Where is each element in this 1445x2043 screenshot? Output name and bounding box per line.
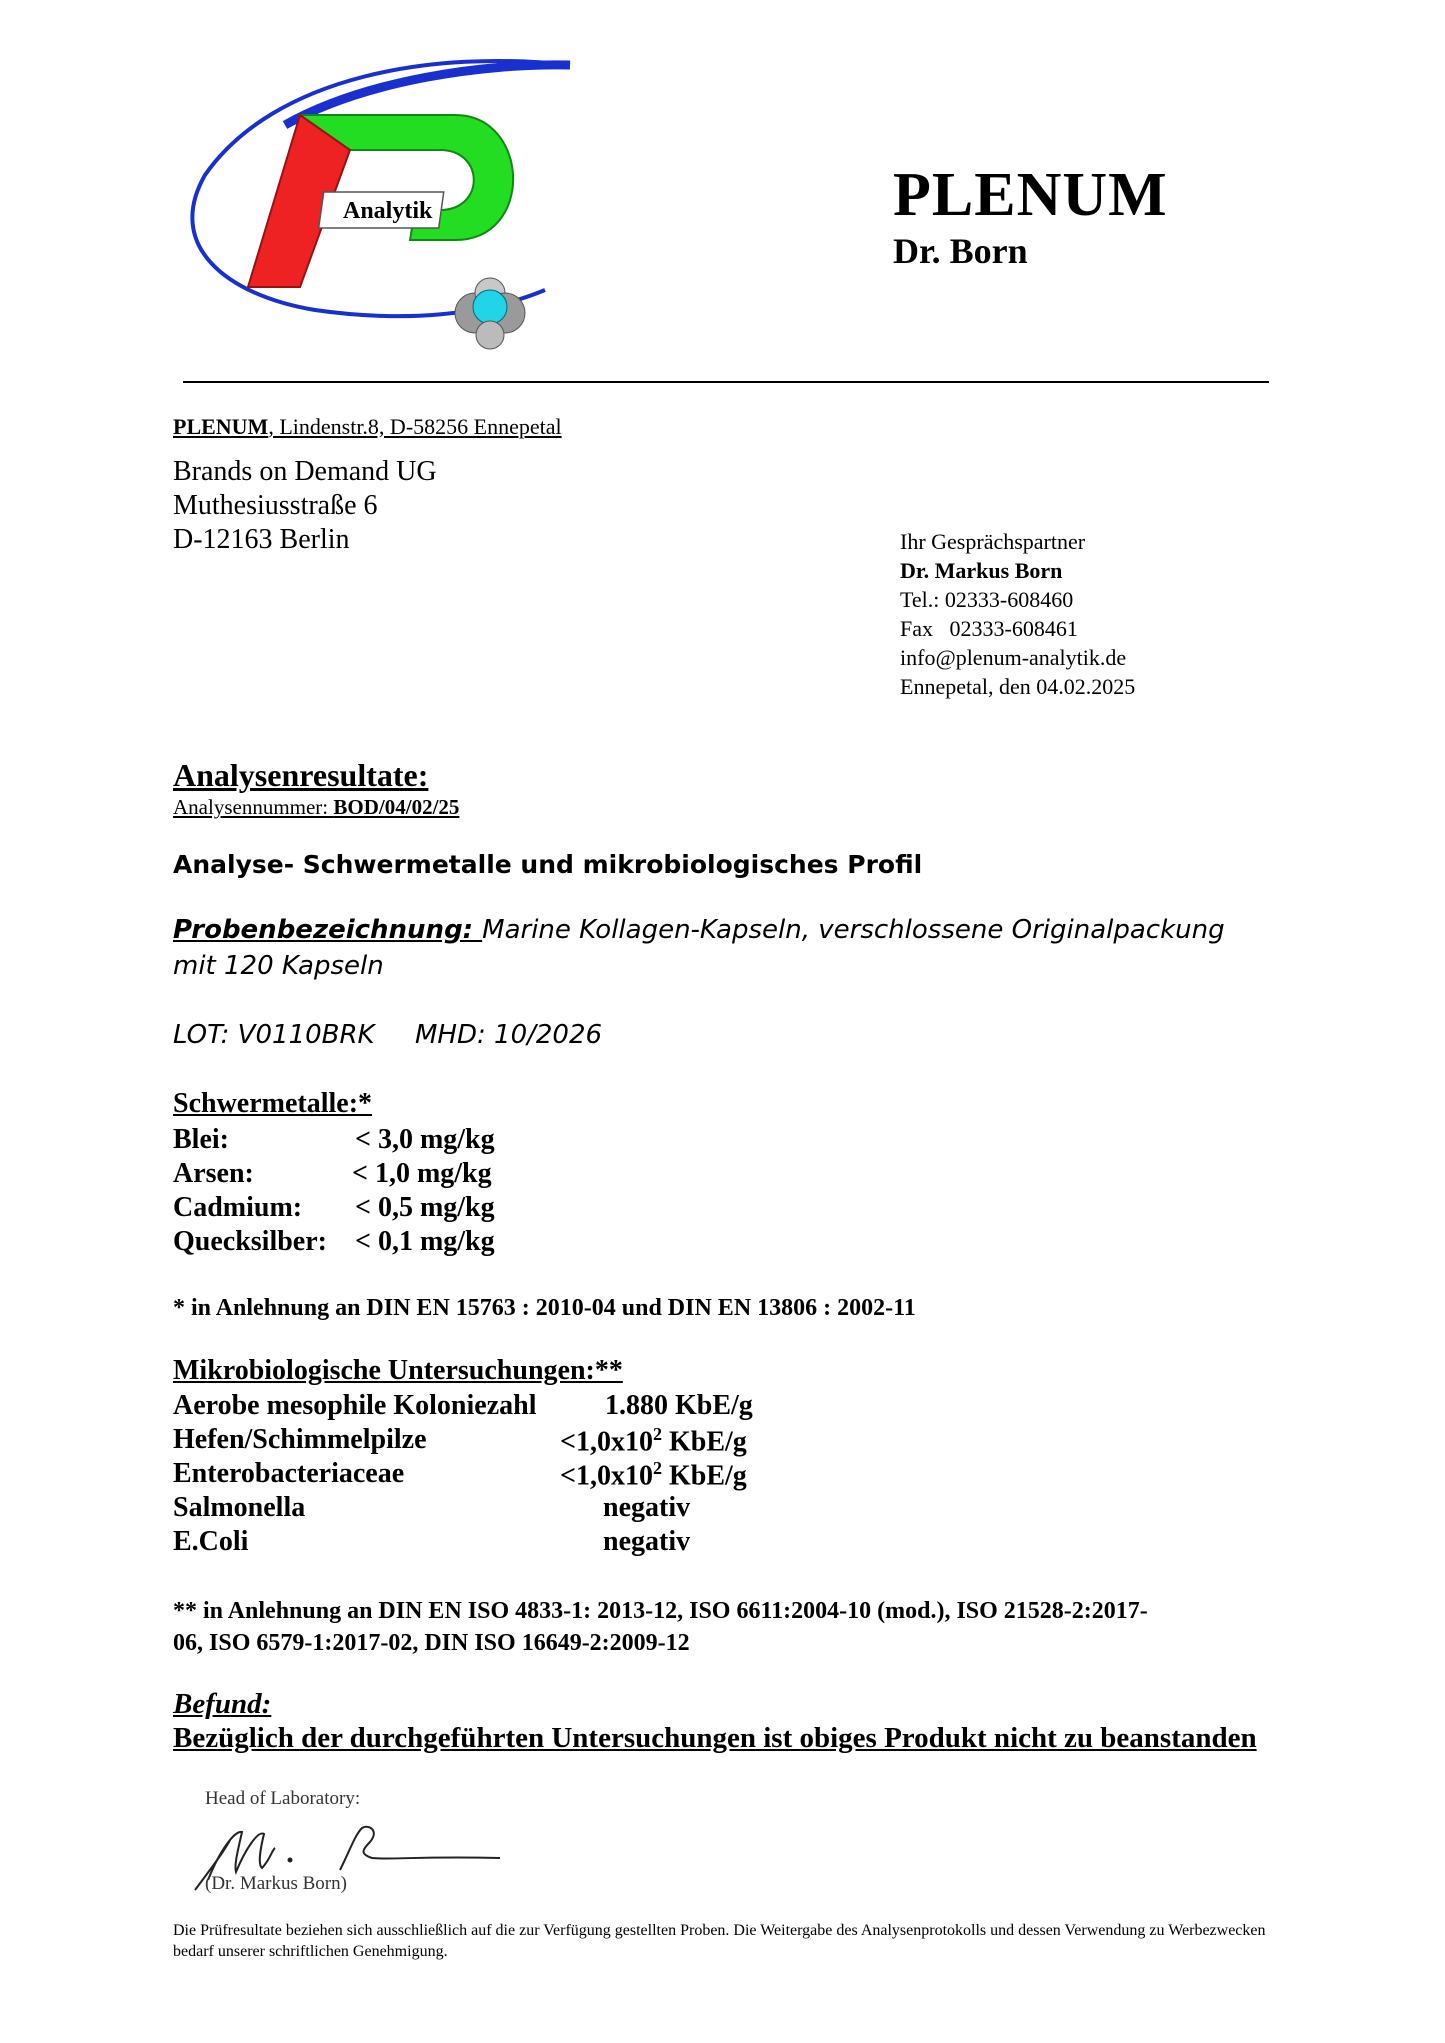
heavy-metals-note: * in Anlehnung an DIN EN 15763 : 2010-04 und DIN EN 13806 : 2002-11 bbox=[173, 1295, 916, 1321]
metal-name: Quecksilber: bbox=[173, 1226, 327, 1257]
micro-value-base: <1,0x10 bbox=[560, 1426, 653, 1458]
sender-name: PLENUM bbox=[173, 414, 269, 439]
micro-value-unit: KbE/g bbox=[661, 1460, 747, 1492]
micro-value-exponent: 2 bbox=[652, 1458, 662, 1478]
micro-value: 1.880 KbE/g bbox=[605, 1390, 753, 1421]
micro-name: Enterobacteriaceae bbox=[173, 1458, 405, 1489]
contact-tel: Tel.: 02333-608460 bbox=[900, 587, 1074, 612]
sample-text: Marine Kollagen-Kapseln, verschlossene Originalpackung mit 120 Kapseln bbox=[173, 915, 1225, 981]
metal-value: < 0,1 mg/kg bbox=[355, 1226, 495, 1257]
contact-fax: Fax 02333-608461 bbox=[900, 616, 1078, 641]
recipient-address bbox=[173, 455, 437, 557]
befund-text: Bezüglich der durchgeführten Untersuchungen ist obiges Produkt nicht zu beanstanden bbox=[173, 1722, 1257, 1754]
micro-value-base: <1,0x10 bbox=[560, 1460, 653, 1492]
letter-date: Ennepetal, den 04.02.2025 bbox=[900, 674, 1136, 699]
sender-address: , Lindenstr.8, D-58256 Ennepetal bbox=[268, 414, 562, 439]
micro-value-unit: KbE/g bbox=[661, 1426, 747, 1458]
micro-name: Hefen/Schimmelpilze bbox=[173, 1424, 427, 1455]
header-divider bbox=[183, 381, 1269, 383]
contact-name: Dr. Markus Born bbox=[900, 558, 1063, 583]
analysis-number-value: BOD/04/02/25 bbox=[333, 795, 460, 819]
micro-name: Aerobe mesophile Koloniezahl bbox=[173, 1390, 537, 1421]
footer-disclaimer: Die Prüfresultate beziehen sich ausschließlich auf die zur Verfügung gestellten Proben. Die Weitergabe des Analysenprotokolls und dessen Verwendung zu Werbezwecken bedarf unserer schriftlichen Genehmigung. bbox=[173, 1922, 1266, 1960]
recipient-line3: D-12163 Berlin bbox=[173, 524, 350, 555]
logo-text: Analytik bbox=[343, 198, 433, 224]
contact-email: info@plenum-analytik.de bbox=[900, 645, 1127, 670]
sample-description bbox=[173, 912, 1273, 984]
metal-name: Cadmium: bbox=[173, 1192, 303, 1223]
micro-name: Salmonella bbox=[173, 1492, 306, 1523]
micro-value-exponent: 2 bbox=[652, 1424, 662, 1444]
analysis-number bbox=[173, 795, 459, 820]
analysis-number-label: Analysennummer: bbox=[173, 795, 334, 819]
mhd-date: MHD: 10/2026 bbox=[415, 1020, 603, 1050]
metal-value: < 3,0 mg/kg bbox=[355, 1124, 495, 1155]
metal-value: < 0,5 mg/kg bbox=[355, 1192, 495, 1223]
sample-label: Probenbezeichnung: bbox=[173, 915, 483, 945]
metal-value: < 1,0 mg/kg bbox=[352, 1158, 492, 1189]
signature-name: (Dr. Markus Born) bbox=[205, 1873, 347, 1894]
plenum-analytik-logo bbox=[185, 55, 580, 360]
analysis-subject: Analyse- Schwermetalle und mikrobiologisches Profil bbox=[173, 850, 923, 879]
recipient-line2: Muthesiusstraße 6 bbox=[173, 490, 378, 521]
brand-name: PLENUM bbox=[893, 161, 1168, 229]
metal-name: Arsen: bbox=[173, 1158, 254, 1189]
contact-block bbox=[900, 527, 1135, 701]
lot-line bbox=[173, 1020, 602, 1050]
heavy-metals-title: Schwermetalle:* bbox=[173, 1088, 373, 1119]
metal-name: Blei: bbox=[173, 1124, 229, 1155]
brand-subtitle: Dr. Born bbox=[893, 231, 1028, 271]
micro-note-line2: 06, ISO 6579-1:2017-02, DIN ISO 16649-2:2009-12 bbox=[173, 1630, 690, 1656]
micro-value bbox=[560, 1458, 747, 1492]
contact-label: Ihr Gesprächspartner bbox=[900, 529, 1086, 554]
signature-heading: Head of Laboratory: bbox=[205, 1788, 361, 1809]
lot-number: LOT: V0110BRK bbox=[173, 1020, 375, 1050]
micro-value bbox=[560, 1424, 747, 1458]
micro-value: negativ bbox=[603, 1492, 691, 1523]
recipient-line1: Brands on Demand UG bbox=[173, 456, 437, 487]
sender-line bbox=[173, 414, 562, 440]
page-title: Analysenresultate: bbox=[173, 757, 429, 793]
micro-value: negativ bbox=[603, 1526, 691, 1557]
micro-title: Mikrobiologische Untersuchungen:** bbox=[173, 1355, 623, 1386]
befund-label: Befund: bbox=[173, 1688, 272, 1720]
micro-name: E.Coli bbox=[173, 1526, 249, 1557]
micro-note-line1: ** in Anlehnung an DIN EN ISO 4833-1: 2013-12, ISO 6611:2004-10 (mod.), ISO 21528-2:2017- bbox=[173, 1598, 1148, 1624]
